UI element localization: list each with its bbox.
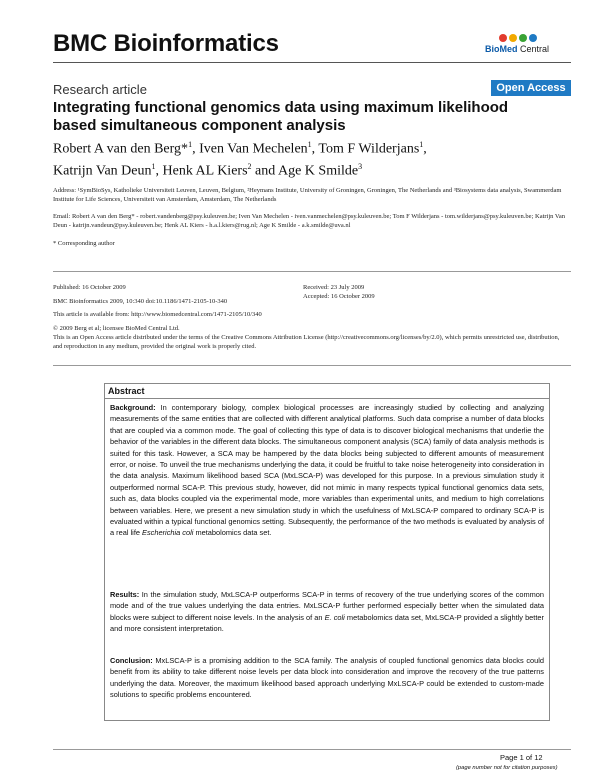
abstract-background: Background: In contemporary biology, complex biological processes are increasingly studied by collecting and analyzing measurements of the same entities that are collected with different analytical platforms. Such data comprise a number of data blocks that are coupled via a common mode. The goal of collecting this type of data is to discover biological mechanisms that underlie the behavior of the variables in the different data blocks. The simultaneous component analysis (SCA) family of data analysis methods is suited for this task. However, a SCA may be hampered by the data blocks being subjected to different amounts of measurement error, or noise. To unveil the true mechanisms underlying the data, it could be fruitful to take noise heterogeneity into consideration in the data analysis. Maximum likelihood based SCA (MxLSCA-P) was developed for this purpose. In a previous simulation study it outperformed normal SCA-P. This previous study, however, did not mimic in many respects typical functional genomics data sets, such as, data blocks coupled via the experimental mode, more variables than experimental units, and medium to high correlations between variables. Here, we present a new simulation study in which the usefulness of MxLSCA-P compared to ordinary SCA-P is evaluated within a typical functional genomics setting. Subsequently, the performance of the two methods is evaluated by analysis of a real life Escherichia coli metabolomics data set. <box>110 403 544 538</box>
received-date: Received: 23 July 2009 <box>303 284 365 291</box>
license-block <box>53 324 570 351</box>
publication-info <box>53 283 293 306</box>
accepted-date: Accepted: 16 October 2009 <box>303 293 375 300</box>
logo-text-biomed: BioMed <box>485 44 518 54</box>
citation: BMC Bioinformatics 2009, 10:340 doi:10.1186/1471-2105-10-340 <box>53 298 228 305</box>
front-rule-top <box>53 271 571 272</box>
abstract-conclusion: Conclusion: MxLSCA-P is a promising addition to the SCA family. The analysis of coupled functional genomics data blocks could benefit from its ability to take different noise levels per data block into consideration and improve the recovery of the true patterns underlying the data. Moreover, the maximum likelihood based approach underlying MxLSCA-P could be extended to custom-made solutions to specific problems encountered. <box>110 656 544 700</box>
logo-text-central: Central <box>517 44 550 54</box>
abstract-results: Results: In the simulation study, MxLSCA-P outperforms SCA-P in terms of recovery of the true underlying scores of the common mode and of the true values underlying the data entries. MxLSCA-P further performed especially better when the simulated data blocks were subject to different noise levels. In the analysis of an E. coli metabolomics data set, MxLSCA-P provided a slightly better and more consistent interpretation. <box>110 590 544 634</box>
license-text: This is an Open Access article distributed under the terms of the Creative Commons Attribution License (http://creativecommons.org/licenses/by/2.0), which permits unrestricted use, distribution, and reproduction in any medium, provided the original work is properly cited. <box>53 334 560 350</box>
history-info <box>303 283 523 301</box>
logo-dots-icon <box>485 34 570 44</box>
article-title: Integrating functional genomics data using maximum likelihood based simultaneous component analysis <box>53 99 509 134</box>
abstract-heading-rule <box>104 398 550 399</box>
header-rule <box>53 62 571 63</box>
biomed-central-logo <box>485 34 570 58</box>
footer-rule <box>53 749 571 750</box>
author-emails: Email: Robert A van den Berg* - robert.vandenberg@psy.kuleuven.be; Iven Van Mechelen - iven.vanmechelen@psy.kuleuven.be; Tom F Wilderjans - tom.wilderjans@psy.kuleuven.be; Katrijn Van Deun - katrijn.vandeun@psy.kuleuven.be; Henk AL Kiers - h.a.l.kiers@rug.nl; Age K Smilde - a.k.smilde@uva.nl <box>53 213 566 229</box>
front-rule-bottom <box>53 365 571 366</box>
author-list: Robert A van den Berg*$^1$, Iven Van Mechelen$^1$, Tom F Wilderjans$^1$, Katrijn Van Deun$^1$, Henk AL Kiers$^2$ and Age K Smilde$^3$ <box>53 140 427 179</box>
article-type: Research article <box>53 82 147 97</box>
published-date: Published: 16 October 2009 <box>53 284 126 291</box>
page-number: Page 1 of 12 <box>500 753 543 762</box>
page-number-note: (page number not for citation purposes) <box>456 765 558 771</box>
open-access-badge: Open Access <box>491 80 571 96</box>
abstract-heading: Abstract <box>108 386 145 396</box>
copyright: © 2009 Berg et al; licensee BioMed Central Ltd. <box>53 325 180 332</box>
journal-title: BMC Bioinformatics <box>53 30 279 57</box>
corresponding-note: * Corresponding author <box>53 240 115 247</box>
affiliations: Address: ¹SymBioSys, Katholieke Universiteit Leuven, Leuven, Belgium, ²Heymans Institute, University of Groningen, Groningen, The Netherlands and ³Biosystems data analysis, Swammerdam Institute for Life Sciences, Universiteit van Amsterdam, Amsterdam, The Netherlands <box>53 187 562 203</box>
article-url[interactable]: This article is available from: http://www.biomedcentral.com/1471-2105/10/340 <box>53 311 262 318</box>
